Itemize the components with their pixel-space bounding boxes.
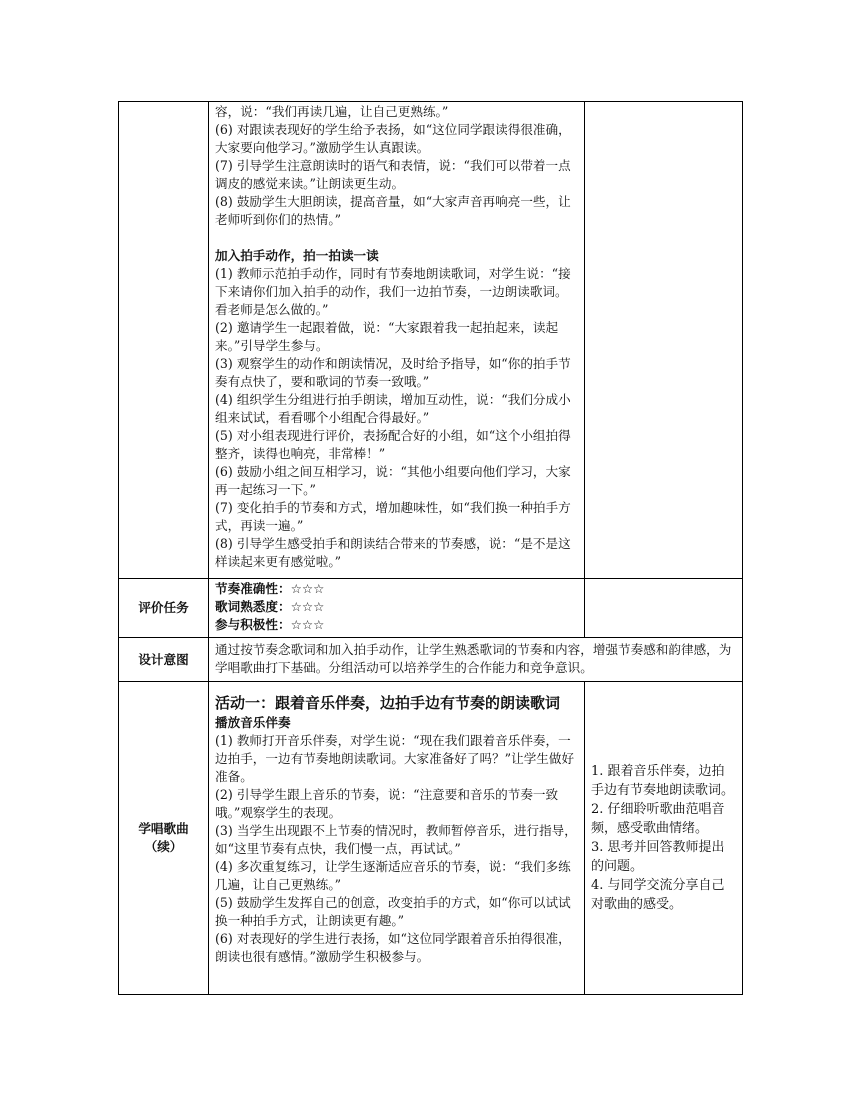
reading-step-6: (6) 对跟读表现好的学生给予表扬，如“这位同学跟读得很准确，大家要向他学习。”激励学生认真跟读。 [215,122,571,155]
singing-content-cell [209,682,585,995]
clapping-step-3: (3) 观察学生的动作和朗读情况，及时给予指导，如“你的拍手节奏有点快了，要和歌词的节奏一致哦。” [215,356,571,389]
accompaniment-step-6: (6) 对表现好的学生进行表扬，如“这位同学跟着音乐拍得很准，朗读也很有感情。”激励学生积极参与。 [215,931,571,964]
activity-title: 活动一：跟着音乐伴奏，边拍手边有节奏的朗读歌词 [215,694,561,712]
row1-label-cell [119,102,209,579]
clapping-step-1: (1) 教师示范拍手动作，同时有节奏地朗读歌词，对学生说：“接下来请你们加入拍手的动作，我们一边拍节奏，一边朗读歌词。看老师是怎么做的。” [215,266,571,317]
design-row [119,638,743,682]
clapping-step-6: (6) 鼓励小组之间互相学习，说：“其他小组要向他们学习，大家再一起练习一下。” [215,464,571,497]
student-activity-3: 3. 思考并回答教师提出的问题。 [591,840,725,874]
singing-row [119,682,743,995]
clapping-step-5: (5) 对小组表现进行评价，表扬配合好的小组，如“这个小组拍得整齐，读得也响亮，非常棒！” [215,428,571,461]
evaluation-content-cell [209,579,585,638]
student-activity-cell [585,682,743,995]
student-activity-4: 4. 与同学交流分享自己对歌曲的感受。 [591,878,725,912]
evaluation-row [119,579,743,638]
design-content-cell [209,638,743,682]
rating-stars: ☆☆☆ [290,581,325,596]
singing-label [119,820,208,856]
row1-content-cell [209,102,585,579]
accompaniment-step-1: (1) 教师打开音乐伴奏，对学生说：“现在我们跟着音乐伴奏，一边拍手，一边有节奏地朗读歌词。大家准备好了吗？”让学生做好准备。 [215,733,575,784]
clapping-section-heading: 加入拍手动作，拍一拍读一读 [215,248,379,263]
clapping-step-7: (7) 变化拍手的节奏和方式，增加趣味性，如“我们换一种拍手方式，再读一遍。” [215,500,571,533]
student-activity-2: 2. 仔细聆听歌曲范唱音频，感受歌曲情绪。 [591,802,725,836]
clapping-step-2: (2) 邀请学生一起跟着做，说：“大家跟着我一起拍起来，读起来。”引导学生参与。 [215,320,559,353]
evaluation-label-cell [119,579,209,638]
evaluation-label: 评价任务 [138,600,189,615]
accompaniment-step-5: (5) 鼓励学生发挥自己的创意，改变拍手的方式，如“你可以试试换一种拍手方式，让朗读更有趣。” [215,895,571,928]
evaluation-empty-cell [585,579,743,638]
clapping-step-8: (8) 引导学生感受拍手和朗读结合带来的节奏感，说：“是不是这样读起来更有感觉啦。” [215,536,571,569]
design-label: 设计意图 [138,651,189,667]
student-activity-1: 1. 跟着音乐伴奏，边拍手边有节奏地朗读歌词。 [591,764,735,798]
singing-label-line1: 学唱歌曲 [138,821,189,836]
accompaniment-step-2: (2) 引导学生跟上音乐的节奏，说：“注意要和音乐的节奏一致哦。”观察学生的表现。 [215,787,559,820]
criterion-lyrics: 歌词熟悉度：☆☆☆ [215,599,325,614]
accompaniment-step-4: (4) 多次重复练习，让学生逐渐适应音乐的节奏，说：“我们多练几遍，让自己更熟练。” [215,859,571,892]
rating-stars: ☆☆☆ [290,599,325,614]
singing-label-line2: （续） [144,839,183,854]
criterion-participation: 参与积极性：☆☆☆ [215,617,325,632]
design-text: 通过按节奏念歌词和加入拍手动作，让学生熟悉歌词的节奏和内容，增强节奏感和韵律感，为学唱歌曲打下基础。分组活动可以培养学生的合作能力和竞争意识。 [215,642,732,675]
reading-step-8: (8) 鼓励学生大胆朗读，提高音量，如“大家声音再响亮一些，让老师听到你们的热情。” [215,194,571,227]
singing-label-cell [119,682,209,995]
rating-stars: ☆☆☆ [290,617,325,632]
lesson-plan-table [118,101,743,995]
accompaniment-heading: 播放音乐伴奏 [215,715,291,730]
reading-step-tail: 容，说：“我们再读几遍，让自己更熟练。” [215,104,449,119]
row1-student-cell [585,102,743,579]
criterion-rhythm: 节奏准确性：☆☆☆ [215,581,325,596]
reading-step-7: (7) 引导学生注意朗读时的语气和表情，说：“我们可以带着一点调皮的感觉来读。”让朗读更生动。 [215,158,571,191]
accompaniment-step-3: (3) 当学生出现跟不上节奏的情况时，教师暂停音乐，进行指导，如“这里节奏有点快，我们慢一点，再试试。” [215,823,577,856]
clapping-step-4: (4) 组织学生分组进行拍手朗读，增加互动性，说：“我们分成小组来试试，看看哪个小组配合得最好。” [215,392,571,425]
continued-activity-row [119,102,743,579]
design-label-cell [119,638,209,682]
